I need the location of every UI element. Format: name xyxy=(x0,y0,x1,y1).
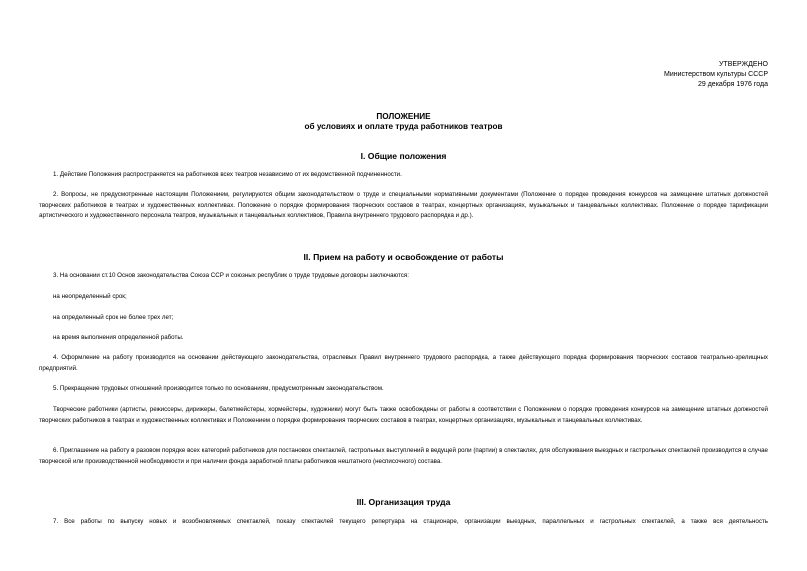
list-item: на неопределенный срок; xyxy=(53,293,127,300)
document-heading xyxy=(0,112,807,132)
approval-line-approved: УТВЕРЖДЕНО xyxy=(718,61,768,68)
paragraph: 2. Вопросы, не предусмотренные настоящим Положением, регулируются общим законодательством о труде и специальными нормативными документами (Положение о порядке проведения конкурсов на замещение штатных должностей творческих работников в театрах и художественных коллективах. Положение о порядке формирования творческих составов в театрах, концертных организациях, музыкальных и танцевальных коллективах. Положение о порядке тарификации артистического и художественного персонала театров, музыкальных и танцевальных коллективов, Правила внутреннего трудового распорядка и др.). xyxy=(39,191,768,219)
document-subtitle: об условиях и оплате труда работников театров xyxy=(304,122,503,131)
approval-line-date: 29 декабря 1976 года xyxy=(697,81,768,88)
paragraph: 6. Приглашение на работу в разовом порядке всех категорий работников для постановок спектаклей, гастрольных выступлений в ведущей роли (партии) в спектаклях, для обслуживания выездных и гастрольных спектаклей производится в случае творческой или производственной необходимости и при наличии фонда заработной платы работников нештатного (несписочного) состава. xyxy=(39,447,768,465)
paragraph: Творческие работники (артисты, режиссеры, дирижеры, балетмейстеры, хормейстеры, художники) могут быть также освобождены от работы в соответствии с Положением о порядке проведения конкурсов на замещение штатных должностей творческих работников в театрах и художественных коллективах и Положением о порядке формирования творческих составов в театрах, концертных организациях, музыкальных и танцевальных коллективах. xyxy=(39,406,768,424)
section-title-general: I. Общие положения xyxy=(360,151,447,161)
list-item: на определенный срок не более трех лет; xyxy=(53,314,174,321)
paragraph: 5. Прекращение трудовых отношений производится только по основаниям, предусмотренным законодательством. xyxy=(53,385,384,392)
approval-stamp xyxy=(664,60,768,90)
paragraph: 3. На основании ст.10 Основ законодательства Союза ССР и союзных республик о труде трудовые договоры заключаются: xyxy=(53,272,409,279)
approval-line-ministry: Министерством культуры СССР xyxy=(663,71,768,78)
document-title: ПОЛОЖЕНИЕ xyxy=(376,112,431,121)
section-title-hiring: II. Прием на работу и освобождение от работы xyxy=(303,252,504,262)
paragraph: 4. Оформление на работу производится на основании действующего законодательства, отраслевых Правил внутреннего трудового распорядка, а также действующего порядка формирования творческих составов театрально-зрелищных предприятий. xyxy=(39,354,768,372)
paragraph: 1. Действие Положения распространяется на работников всех театров независимо от их ведомственной подчиненности. xyxy=(53,171,402,178)
list-item: на время выполнения определенной работы. xyxy=(53,334,184,341)
section-title-organization: III. Организация труда xyxy=(356,497,451,507)
paragraph: 7. Все работы по выпуску новых и возобновляемых спектаклей, показу спектаклей текущего репертуара на стационаре, организации выездных, параллельных и гастрольных спектаклей, а также вся деятельность xyxy=(53,518,768,525)
